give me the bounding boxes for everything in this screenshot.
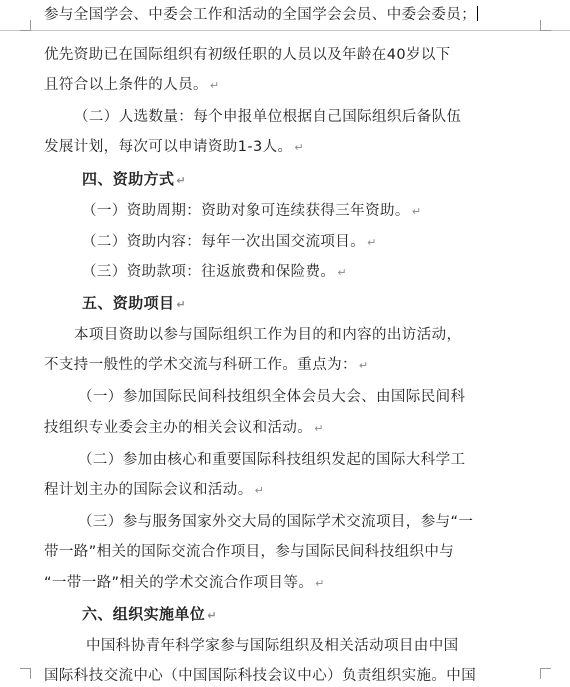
text-cursor [477,6,478,21]
text-line[interactable] [0,45,570,66]
paragraph-mark: ↵ [254,484,265,497]
paragraph-mark: ↵ [294,141,305,154]
paragraph-mark: ↵ [315,577,325,590]
line-text[interactable]: 技组织专业委会主办的相关会议和活动。 [44,420,313,436]
line-text[interactable]: 四、资助方式 [82,170,175,188]
paragraph-mark: ↵ [358,359,369,372]
paragraph-mark: ↵ [411,205,422,218]
text-line[interactable] [0,573,570,594]
line-text[interactable]: 带一路”相关的国际交流合作项目，参与国际民间科技组织中与 [44,544,455,560]
text-line[interactable] [0,137,570,158]
line-text[interactable]: （二）资助内容：每年一次出国交流项目。 [82,234,366,250]
text-line[interactable] [0,418,570,439]
section-heading[interactable] [0,604,570,626]
line-text[interactable]: （二）人选数量：每个申报单位根据自己国际组织后备队伍 [74,109,462,125]
page-break-line [0,30,570,31]
section-heading[interactable] [0,169,570,191]
paragraph-mark: ↵ [314,422,324,435]
line-text[interactable]: （一）资助周期：资助对象可连续获得三年资助。 [82,203,410,219]
text-line[interactable] [0,480,570,501]
text-line[interactable] [0,387,570,408]
line-text[interactable]: 参与全国学会、中委会工作和活动的全国学会会员、中委会委员； [44,7,477,23]
line-text[interactable]: （一）参加国际民间科技组织全体会员大会、由国际民间科 [78,389,466,405]
text-line[interactable] [0,5,570,25]
line-text[interactable]: 六、组织实施单位 [82,605,206,623]
paragraph-mark: ↵ [176,174,187,187]
text-line[interactable] [0,636,570,657]
line-text[interactable]: （二）参加由核心和重要国际科技组织发起的国际大科学工 [78,452,466,468]
text-line[interactable] [0,666,570,687]
line-text[interactable]: 优先资助已在国际组织有初级任职的人员以及年龄在40岁以下 [44,47,451,63]
paragraph-mark: ↵ [337,266,347,279]
line-text[interactable]: 不支持一般性的学术交流与科研工作。重点为： [44,357,357,373]
text-line[interactable] [0,355,570,376]
line-text[interactable]: （三）参与服务国家外交大局的国际学术交流项目，参与“一 [78,514,474,530]
paragraph-mark: ↵ [207,609,217,622]
text-line[interactable] [0,512,570,533]
text-line[interactable] [0,325,570,346]
text-line[interactable] [0,450,570,471]
line-text[interactable]: 发展计划，每次可以申请资助1-3人。 [44,139,293,155]
paragraph-mark: ↵ [209,79,220,92]
text-line[interactable] [0,262,570,283]
line-text[interactable]: “一带一路”相关的学术交流合作项目等。 [44,575,314,591]
line-text[interactable]: 中国科协青年科学家参与国际组织及相关活动项目由中国 [86,638,459,654]
line-text[interactable]: 程计划主办的国际会议和活动。 [44,482,253,498]
line-text[interactable]: 五、资助项目 [82,294,175,312]
line-text[interactable]: （三）资助款项：往返旅费和保险费。 [82,264,336,280]
line-text[interactable]: 国际科技交流中心（中国国际科技会议中心）负责组织实施。中国 [44,668,477,684]
text-line[interactable] [0,75,570,96]
text-line[interactable] [0,542,570,563]
text-line[interactable] [0,232,570,253]
text-line[interactable] [0,201,570,222]
section-heading[interactable] [0,293,570,315]
text-line[interactable] [0,107,570,128]
line-text[interactable]: 且符合以上条件的人员。 [44,77,208,93]
paragraph-mark: ↵ [367,236,377,249]
line-text[interactable]: 本项目资助以参与国际组织工作为目的和内容的出访活动， [74,327,462,343]
paragraph-mark: ↵ [176,298,187,311]
